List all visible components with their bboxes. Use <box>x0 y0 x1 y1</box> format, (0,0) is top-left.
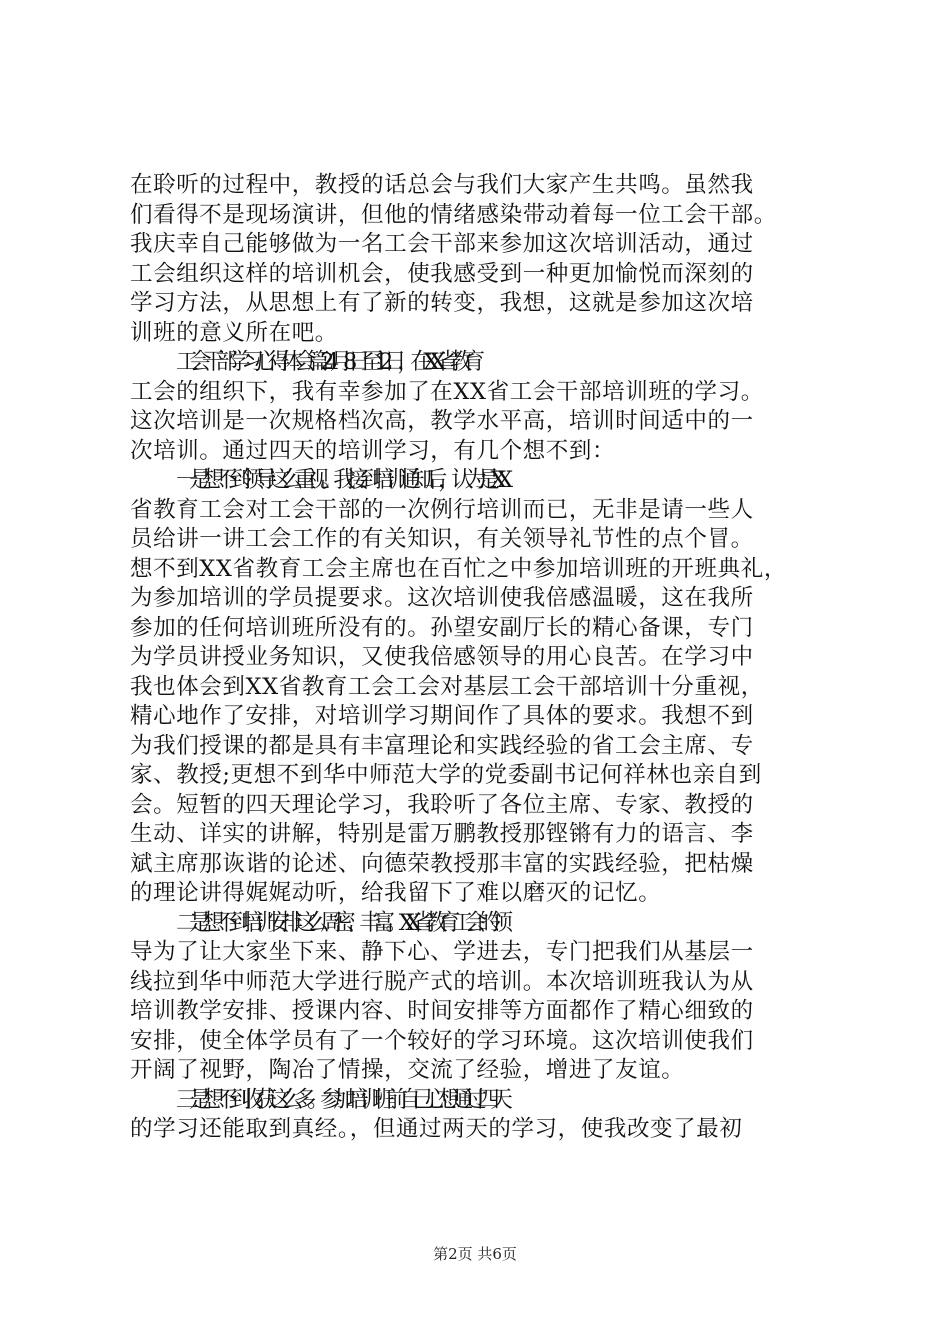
text-line: 的学习还能取到真经。，但通过两天的学习，使我改变了最初 <box>130 1116 743 1142</box>
text-line: 这次培训是一次规格档次高，教学水平高，培训时间适中的一 <box>130 408 754 434</box>
page-footer: 第2页 共6页 <box>433 1245 517 1263</box>
text-line: 培训教学安排、授课内容、时间安排等方面都作了精心细致的 <box>130 998 754 1024</box>
text-line: 线拉到华中师范大学进行脱产式的培训。本次培训班我认为从 <box>130 968 754 995</box>
text-line: 三是想不到收获这么多。参加培训班前自己心想通过四天 <box>176 1086 504 1113</box>
text-line: 开阔了视野，陶冶了情操，交流了经验，增进了友谊。 <box>130 1057 685 1083</box>
text-line: 为我们授课的都是具有丰富理论和实践经验的省工会主席、专 <box>130 732 754 759</box>
text-line: 参加的任何培训班所没有的。孙望安副厅长的精心备课，专门 <box>130 614 754 641</box>
text-line: 斌主席那诙谐的论述、向德荣教授那丰富的实践经验，把枯燥 <box>130 850 754 877</box>
text-line: 学习方法，从思想上有了新的转变，我想，这就是参加这次培 <box>130 290 754 316</box>
text-line: 会。短暂的四天理论学习，我聆听了各位主席、专家、教授的 <box>130 791 754 818</box>
text-line: 为学员讲授业务知识，又使我倍感领导的用心良苦。在学习中 <box>130 644 754 670</box>
text-line: 家、教授;更想不到华中师范大学的党委副书记何祥林也亲自到 <box>130 762 762 788</box>
text-line: 工会的组织下，我有幸参加了在XX省工会干部培训班的学习。 <box>130 378 764 405</box>
text-line: 导为了让大家坐下来、静下心、学进去，专门把我们从基层一 <box>130 939 754 965</box>
document-body <box>130 171 826 1145</box>
text-line: 的理论讲得娓娓动听，给我留下了难以磨灭的记忆。 <box>130 880 662 906</box>
text-line: 一是想不到领导这么重视。我接到培训通知后，认为是XX <box>176 467 504 493</box>
text-line: 训班的意义所在吧。 <box>130 319 338 346</box>
text-line: 为参加培训的学员提要求。这次培训使我倍感温暖，这在我所 <box>130 585 754 611</box>
text-line: 我也体会到XX省教育工会工会对基层工会干部培训十分重视， <box>130 673 764 700</box>
text-line: 工会干部学习心得体会篇24月8日至12日，在XX省教育 <box>176 349 476 375</box>
text-line: 精心地作了安排，对培训学习期间作了具体的要求。我想不到 <box>130 703 754 729</box>
text-line: 安排，使全体学员有了一个较好的学习环境。这次培训使我们 <box>130 1027 754 1054</box>
text-line: 省教育工会对工会干部的一次例行培训而已，无非是请一些人 <box>130 496 754 523</box>
text-line: 生动、详实的讲解，特别是雷万鹏教授那铿锵有力的语言、李 <box>130 821 754 847</box>
text-line: 工会组织这样的培训机会，使我感受到一种更加愉悦而深刻的 <box>130 260 754 287</box>
text-line: 想不到XX省教育工会主席也在百忙之中参加培训班的开班典礼， <box>130 555 787 582</box>
text-line: 员给讲一讲工会工作的有关知识，有关领导礼节性的点个冒。 <box>130 526 754 552</box>
text-line: 我庆幸自己能够做为一名工会干部来参加这次培训活动，通过 <box>130 231 754 257</box>
text-line: 在聆听的过程中，教授的话总会与我们大家产生共鸣。虽然我 <box>130 172 754 198</box>
text-line: 次培训。通过四天的培训学习，有几个想不到： <box>130 437 616 464</box>
text-line: 们看得不是现场演讲，但他的情绪感染带动着每一位工会干部。 <box>130 201 777 228</box>
text-line: 二是想不到培训安排这么周密、丰富。XX省教育工会的领 <box>176 909 504 936</box>
